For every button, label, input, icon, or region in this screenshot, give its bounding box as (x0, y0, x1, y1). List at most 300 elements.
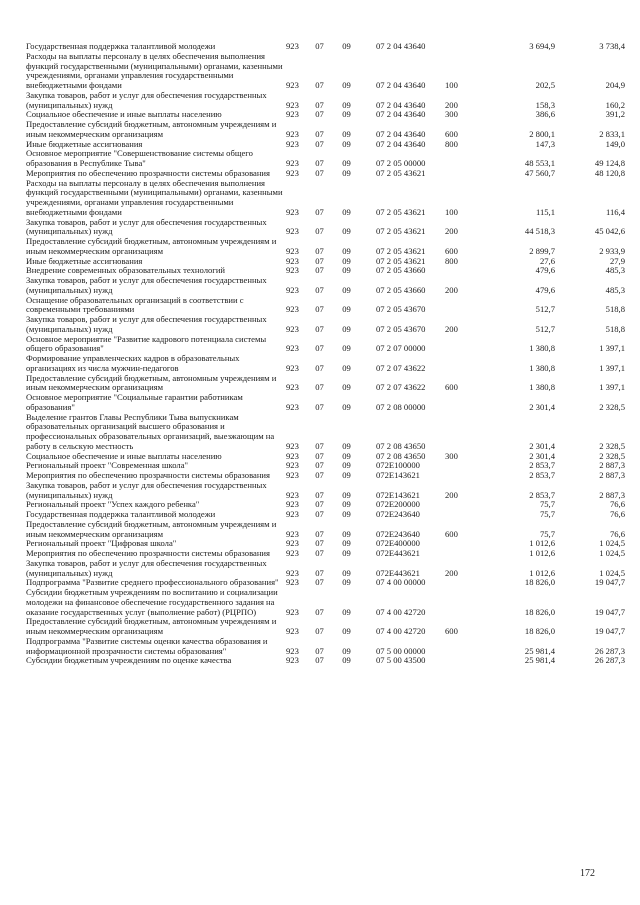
amount-year-2: 1 024,5 (599, 548, 625, 558)
row-description: Выделение грантов Главы Республики Тыва выпускникам образовательных организаций высшего образования и профессиональных образовательных организаций, выезжающим на работу в сельскую местность (26, 411, 275, 451)
target-article-code: 07 2 08 43650 (376, 440, 426, 451)
section-code: 07 (315, 323, 324, 334)
expense-type-code: 200 (445, 323, 458, 334)
expense-type-code: 600 (445, 382, 458, 393)
row-description: Мероприятия по обеспечению прозрачности системы образования (26, 548, 270, 558)
amount-year-1: 479,6 (535, 265, 555, 276)
table-row (26, 374, 625, 394)
table-row (26, 218, 625, 238)
target-article-code: 07 2 05 43621 (376, 226, 426, 237)
amount-year-2: 116,4 (605, 206, 625, 217)
ministry-code: 923 (286, 99, 299, 110)
expense-type-code: 800 (445, 138, 458, 149)
expense-type-code: 200 (445, 284, 458, 295)
row-description: Закупка товаров, работ и услуг для обеспечения государственных (муниципальных) нужд (26, 557, 267, 578)
ministry-code: 923 (286, 460, 299, 471)
subsection-code: 09 (342, 606, 351, 617)
target-article-code: 07 2 04 43640 (376, 109, 426, 120)
target-article-code: 07 2 08 00000 (376, 401, 426, 412)
amount-year-2: 1 397,1 (599, 362, 625, 373)
amount-year-1: 47 560,7 (524, 167, 555, 178)
ministry-code: 923 (286, 489, 299, 500)
target-article-code: 07 2 05 43660 (376, 265, 426, 276)
table-row (26, 120, 625, 140)
amount-year-1: 25 981,4 (524, 655, 555, 666)
ministry-code: 923 (286, 440, 299, 451)
amount-year-2: 204,9 (605, 80, 625, 90)
target-article-code: 07 2 04 43640 (376, 138, 426, 149)
target-article-code: 072E100000 (376, 460, 420, 471)
subsection-code: 09 (342, 265, 351, 276)
amount-year-2: 3 738,4 (599, 41, 625, 51)
ministry-code: 923 (286, 128, 299, 139)
section-code: 07 (315, 440, 324, 451)
target-article-code: 07 4 00 42720 (376, 626, 426, 636)
expense-type-code: 600 (445, 528, 458, 539)
amount-year-1: 75,7 (539, 528, 555, 539)
amount-year-1: 2 301,4 (529, 450, 555, 461)
table-row (26, 588, 625, 617)
section-code: 07 (315, 226, 324, 237)
expense-type-code (445, 578, 486, 588)
ministry-code: 923 (286, 80, 299, 90)
amount-year-2: 2 328,5 (599, 450, 625, 461)
row-description: Субсидии бюджетным учреждениям по оценке качества (26, 655, 232, 666)
ministry-code: 923 (286, 109, 299, 120)
ministry-code: 923 (286, 450, 299, 461)
target-article-code: 07 4 00 00000 (376, 577, 426, 588)
subsection-code: 09 (342, 226, 351, 237)
ministry-code: 923 (286, 304, 299, 315)
row-description: Региональный проект "Успех каждого ребенка" (26, 499, 200, 510)
amount-year-1: 2 853,7 (529, 460, 555, 471)
subsection-code: 09 (342, 323, 351, 334)
amount-year-2: 1 397,1 (599, 382, 625, 393)
section-code: 07 (315, 499, 324, 510)
table-row (26, 617, 625, 637)
subsection-code: 09 (342, 128, 351, 139)
amount-year-1: 158,3 (535, 99, 555, 110)
target-article-code: 072E243640 (376, 509, 420, 519)
target-article-code: 07 2 04 43640 (376, 128, 426, 139)
section-code: 07 (315, 206, 324, 217)
amount-year-2: 1 024,5 (599, 567, 625, 578)
table-row (26, 393, 625, 413)
amount-year-1: 75,7 (539, 509, 555, 519)
amount-year-1: 115,1 (535, 206, 555, 217)
ministry-code: 923 (286, 206, 299, 217)
subsection-code: 09 (342, 206, 351, 217)
page-number: 172 (580, 868, 595, 879)
section-code: 07 (315, 304, 324, 315)
target-article-code: 07 2 04 43640 (376, 99, 426, 110)
row-description: Основное мероприятие "Социальные гарантии работникам образования" (26, 392, 243, 412)
table-row (26, 637, 625, 657)
section-code: 07 (315, 245, 324, 256)
amount-year-1: 1 012,6 (529, 567, 555, 578)
target-article-code: 07 2 05 43660 (376, 284, 426, 295)
expense-type-code (445, 42, 486, 52)
expense-type-code (445, 413, 486, 452)
ministry-code: 923 (286, 401, 299, 412)
subsection-code: 09 (342, 99, 351, 110)
amount-year-1: 18 826,0 (524, 626, 555, 636)
target-article-code: 07 2 05 43621 (376, 255, 426, 266)
amount-year-2: 160,2 (605, 99, 625, 110)
row-description: Предоставление субсидий бюджетным, автономным учреждениям и иным некоммерческим организациям (26, 616, 277, 636)
expense-type-code (445, 266, 486, 276)
row-description: Внедрение современных образовательных технологий (26, 265, 226, 276)
row-description: Мероприятия по обеспечению прозрачности системы образования (26, 470, 270, 480)
subsection-code: 09 (342, 255, 351, 266)
amount-year-2: 1 024,5 (599, 538, 625, 549)
table-row (26, 179, 625, 218)
expense-type-code: 800 (445, 255, 458, 266)
section-code: 07 (315, 255, 324, 266)
target-article-code: 072E143621 (376, 489, 420, 500)
ministry-code: 923 (286, 284, 299, 295)
ministry-code: 923 (286, 499, 299, 510)
subsection-code: 09 (342, 167, 351, 178)
amount-year-2: 19 047,7 (594, 626, 625, 636)
target-article-code: 07 2 04 43640 (376, 41, 426, 51)
subsection-code: 09 (342, 158, 351, 168)
amount-year-2: 45 042,6 (594, 226, 625, 237)
amount-year-2: 26 287,3 (594, 645, 625, 656)
subsection-code: 09 (342, 343, 351, 354)
section-code: 07 (315, 626, 324, 636)
subsection-code: 09 (342, 645, 351, 656)
section-code: 07 (315, 41, 324, 51)
amount-year-1: 1 012,6 (529, 548, 555, 558)
row-description: Закупка товаров, работ и услуг для обеспечения государственных (муниципальных) нужд (26, 479, 267, 500)
ministry-code: 923 (286, 245, 299, 256)
row-description: Оснащение образовательных организаций в соответствии с современными требованиями (26, 294, 244, 315)
amount-year-2: 2 887,3 (599, 460, 625, 471)
target-article-code: 07 2 05 43670 (376, 323, 426, 334)
section-code: 07 (315, 548, 324, 558)
expense-type-code (445, 471, 486, 481)
amount-year-1: 386,6 (535, 109, 555, 120)
section-code: 07 (315, 645, 324, 656)
row-description: Иные бюджетные ассигнования (26, 255, 143, 266)
amount-year-1: 2 853,7 (529, 470, 555, 480)
budget-table (26, 42, 625, 666)
expense-type-code: 600 (445, 128, 458, 139)
amount-year-1: 1 380,8 (529, 382, 555, 393)
table-row (26, 656, 625, 666)
ministry-code: 923 (286, 138, 299, 149)
amount-year-2: 2 328,5 (599, 440, 625, 451)
section-code: 07 (315, 128, 324, 139)
target-article-code: 07 2 07 43622 (376, 362, 426, 373)
section-code: 07 (315, 99, 324, 110)
amount-year-1: 27,6 (539, 255, 555, 266)
ministry-code: 923 (286, 626, 299, 636)
target-article-code: 072E200000 (376, 499, 420, 510)
row-description: Закупка товаров, работ и услуг для обеспечения государственных (муниципальных) нужд (26, 314, 267, 334)
subsection-code: 09 (342, 284, 351, 295)
table-row (26, 520, 625, 540)
ministry-code: 923 (286, 158, 299, 168)
subsection-code: 09 (342, 538, 351, 549)
expense-type-code (445, 149, 486, 169)
target-article-code: 07 2 05 43670 (376, 304, 426, 315)
table-row (26, 52, 625, 91)
ministry-code: 923 (286, 323, 299, 334)
amount-year-2: 48 120,8 (594, 167, 625, 178)
amount-year-2: 518,8 (605, 323, 625, 334)
subsection-code: 09 (342, 460, 351, 471)
section-code: 07 (315, 460, 324, 471)
subsection-code: 09 (342, 401, 351, 412)
target-article-code: 07 2 05 43621 (376, 245, 426, 256)
amount-year-1: 1 380,8 (529, 343, 555, 354)
amount-year-2: 485,3 (605, 265, 625, 276)
section-code: 07 (315, 655, 324, 666)
subsection-code: 09 (342, 470, 351, 480)
amount-year-2: 76,6 (609, 528, 625, 539)
row-description: Субсидии бюджетным учреждениям по воспитанию и социализации молодежи на финансовое обеспечение государственного задания на оказание государственных услуг (выполнение работ) (РЦРПО) (26, 587, 278, 617)
amount-year-1: 2 853,7 (529, 489, 555, 500)
target-article-code: 072E443621 (376, 567, 420, 578)
target-article-code: 07 2 05 43621 (376, 167, 426, 178)
expense-type-code (445, 637, 486, 657)
subsection-code: 09 (342, 245, 351, 256)
row-description: Формирование управленческих кадров в образовательных организациях из числа мужчин-педагогов (26, 353, 240, 373)
expense-type-code (445, 588, 486, 617)
amount-year-1: 2 899,7 (529, 245, 555, 256)
table-row (26, 481, 625, 501)
ministry-code: 923 (286, 265, 299, 276)
amount-year-2: 49 124,8 (594, 158, 625, 168)
row-description: Подпрограмма "Развитие системы оценки качества образования и информационной прозрачности системы образования" (26, 635, 268, 656)
expense-type-code (445, 169, 486, 179)
amount-year-1: 512,7 (535, 304, 555, 315)
section-code: 07 (315, 577, 324, 588)
ministry-code: 923 (286, 41, 299, 51)
section-code: 07 (315, 538, 324, 549)
row-description: Региональный проект "Цифровая школа" (26, 538, 177, 549)
amount-year-1: 3 694,9 (529, 41, 555, 51)
budget-table-body (26, 42, 625, 666)
row-description: Предоставление субсидий бюджетным, автономным учреждениям и иным некоммерческим организациям (26, 236, 277, 256)
row-description: Региональный проект "Современная школа" (26, 460, 189, 471)
expense-type-code (445, 656, 486, 666)
row-description: Подпрограмма "Развитие среднего профессионального образования" (26, 577, 279, 588)
section-code: 07 (315, 606, 324, 617)
expense-type-code: 600 (445, 626, 458, 636)
ministry-code: 923 (286, 470, 299, 480)
subsection-code: 09 (342, 41, 351, 51)
amount-year-1: 44 518,3 (524, 226, 555, 237)
row-description: Иные бюджетные ассигнования (26, 138, 143, 149)
section-code: 07 (315, 167, 324, 178)
amount-year-1: 1 012,6 (529, 538, 555, 549)
row-description: Предоставление субсидий бюджетным, автономным учреждениям и иным некоммерческим организациям (26, 119, 277, 139)
ministry-code: 923 (286, 528, 299, 539)
ministry-code: 923 (286, 226, 299, 237)
row-description: Социальное обеспечение и иные выплаты населению (26, 109, 222, 120)
row-description: Предоставление субсидий бюджетным, автономным учреждениям и иным некоммерческим организациям (26, 518, 277, 539)
row-description: Государственная поддержка талантливой молодежи (26, 509, 216, 519)
section-code: 07 (315, 528, 324, 539)
subsection-code: 09 (342, 548, 351, 558)
amount-year-2: 2 933,9 (599, 245, 625, 256)
amount-year-2: 76,6 (609, 509, 625, 519)
amount-year-1: 147,3 (535, 138, 555, 149)
amount-year-2: 76,6 (609, 499, 625, 510)
ministry-code: 923 (286, 548, 299, 558)
row-description: Расходы на выплаты персоналу в целях обеспечения выполнения функций государственными (муниципальными) органами, казенными учреждениями, органами управления государственными внебюджетными фондами (26, 177, 283, 217)
table-row (26, 559, 625, 579)
subsection-code: 09 (342, 567, 351, 578)
ministry-code: 923 (286, 577, 299, 588)
expense-type-code: 200 (445, 226, 458, 237)
ministry-code: 923 (286, 343, 299, 354)
subsection-code: 09 (342, 577, 351, 588)
subsection-code: 09 (342, 655, 351, 666)
target-article-code: 072E143621 (376, 470, 420, 480)
amount-year-1: 25 981,4 (524, 645, 555, 656)
section-code: 07 (315, 509, 324, 519)
amount-year-2: 2 887,3 (599, 489, 625, 500)
row-description: Закупка товаров, работ и услуг для обеспечения государственных (муниципальных) нужд (26, 89, 267, 110)
section-code: 07 (315, 450, 324, 461)
section-code: 07 (315, 284, 324, 295)
section-code: 07 (315, 567, 324, 578)
expense-type-code (445, 510, 486, 520)
target-article-code: 072E400000 (376, 538, 420, 549)
ministry-code: 923 (286, 606, 299, 617)
amount-year-2: 1 397,1 (599, 343, 625, 354)
table-row (26, 276, 625, 296)
amount-year-2: 391,2 (605, 109, 625, 120)
table-row (26, 91, 625, 111)
subsection-code: 09 (342, 382, 351, 393)
target-article-code: 072E243640 (376, 528, 420, 539)
amount-year-1: 18 826,0 (524, 606, 555, 617)
ministry-code: 923 (286, 167, 299, 178)
amount-year-1: 75,7 (539, 499, 555, 510)
section-code: 07 (315, 265, 324, 276)
target-article-code: 07 5 00 43500 (376, 655, 426, 666)
target-article-code: 07 2 08 43650 (376, 450, 426, 461)
expense-type-code (445, 500, 486, 510)
amount-year-2: 26 287,3 (594, 655, 625, 666)
expense-type-code: 100 (445, 80, 458, 90)
amount-year-2: 2 887,3 (599, 470, 625, 480)
ministry-code: 923 (286, 655, 299, 666)
row-description: Закупка товаров, работ и услуг для обеспечения государственных (муниципальных) нужд (26, 275, 267, 295)
expense-type-code (445, 461, 486, 471)
amount-year-2: 19 047,7 (594, 577, 625, 588)
section-code: 07 (315, 401, 324, 412)
expense-type-code: 100 (445, 206, 458, 217)
table-row (26, 296, 625, 316)
amount-year-2: 2 328,5 (599, 401, 625, 412)
ministry-code: 923 (286, 645, 299, 656)
amount-year-1: 479,6 (535, 284, 555, 295)
subsection-code: 09 (342, 362, 351, 373)
amount-year-2: 485,3 (605, 284, 625, 295)
amount-year-2: 2 833,1 (599, 128, 625, 139)
section-code: 07 (315, 158, 324, 168)
subsection-code: 09 (342, 509, 351, 519)
table-row (26, 315, 625, 335)
ministry-code: 923 (286, 567, 299, 578)
table-row (26, 335, 625, 355)
row-description: Государственная поддержка талантливой молодежи (26, 41, 216, 51)
amount-year-2: 27,9 (609, 255, 625, 266)
subsection-code: 09 (342, 499, 351, 510)
section-code: 07 (315, 470, 324, 480)
amount-year-1: 2 800,1 (529, 128, 555, 139)
subsection-code: 09 (342, 109, 351, 120)
expense-type-code: 600 (445, 245, 458, 256)
table-row (26, 413, 625, 452)
section-code: 07 (315, 80, 324, 90)
amount-year-2: 149,0 (605, 138, 625, 149)
expense-type-code (445, 539, 486, 549)
expense-type-code: 200 (445, 99, 458, 110)
ministry-code: 923 (286, 255, 299, 266)
target-article-code: 07 2 05 43621 (376, 206, 426, 217)
ministry-code: 923 (286, 382, 299, 393)
expense-type-code: 200 (445, 567, 458, 578)
section-code: 07 (315, 109, 324, 120)
ministry-code: 923 (286, 509, 299, 519)
expense-type-code: 200 (445, 489, 458, 500)
row-description: Расходы на выплаты персоналу в целях обеспечения выполнения функций государственными (муниципальными) органами, казенными учреждениями, органами управления государственными внебюджетными фондами (26, 50, 283, 90)
target-article-code: 07 2 07 43622 (376, 382, 426, 393)
amount-year-1: 1 380,8 (529, 362, 555, 373)
expense-type-code: 300 (445, 450, 458, 461)
amount-year-1: 2 301,4 (529, 440, 555, 451)
table-row (26, 354, 625, 374)
section-code: 07 (315, 489, 324, 500)
row-description: Предоставление субсидий бюджетным, автономным учреждениям и иным некоммерческим организациям (26, 372, 277, 393)
target-article-code: 07 4 00 42720 (376, 606, 426, 617)
subsection-code: 09 (342, 528, 351, 539)
expense-type-code (445, 393, 486, 413)
expense-type-code (445, 296, 486, 316)
subsection-code: 09 (342, 440, 351, 451)
amount-year-1: 2 301,4 (529, 401, 555, 412)
target-article-code: 07 2 07 00000 (376, 343, 426, 354)
target-article-code: 07 5 00 00000 (376, 645, 426, 656)
subsection-code: 09 (342, 80, 351, 90)
amount-year-2: 518,8 (605, 304, 625, 315)
subsection-code: 09 (342, 450, 351, 461)
row-description: Основное мероприятие "Развитие кадрового потенциала системы общего образования" (26, 333, 267, 354)
section-code: 07 (315, 382, 324, 393)
table-row (26, 237, 625, 257)
row-description: Закупка товаров, работ и услуг для обеспечения государственных (муниципальных) нужд (26, 216, 267, 237)
subsection-code: 09 (342, 489, 351, 500)
expense-type-code (445, 354, 486, 374)
table-row (26, 149, 625, 169)
section-code: 07 (315, 138, 324, 149)
row-description: Мероприятия по обеспечению прозрачности системы образования (26, 167, 270, 178)
target-article-code: 07 2 05 00000 (376, 158, 426, 168)
subsection-code: 09 (342, 138, 351, 149)
amount-year-1: 512,7 (535, 323, 555, 334)
amount-year-2: 19 047,7 (594, 606, 625, 617)
ministry-code: 923 (286, 362, 299, 373)
ministry-code: 923 (286, 538, 299, 549)
subsection-code: 09 (342, 626, 351, 636)
